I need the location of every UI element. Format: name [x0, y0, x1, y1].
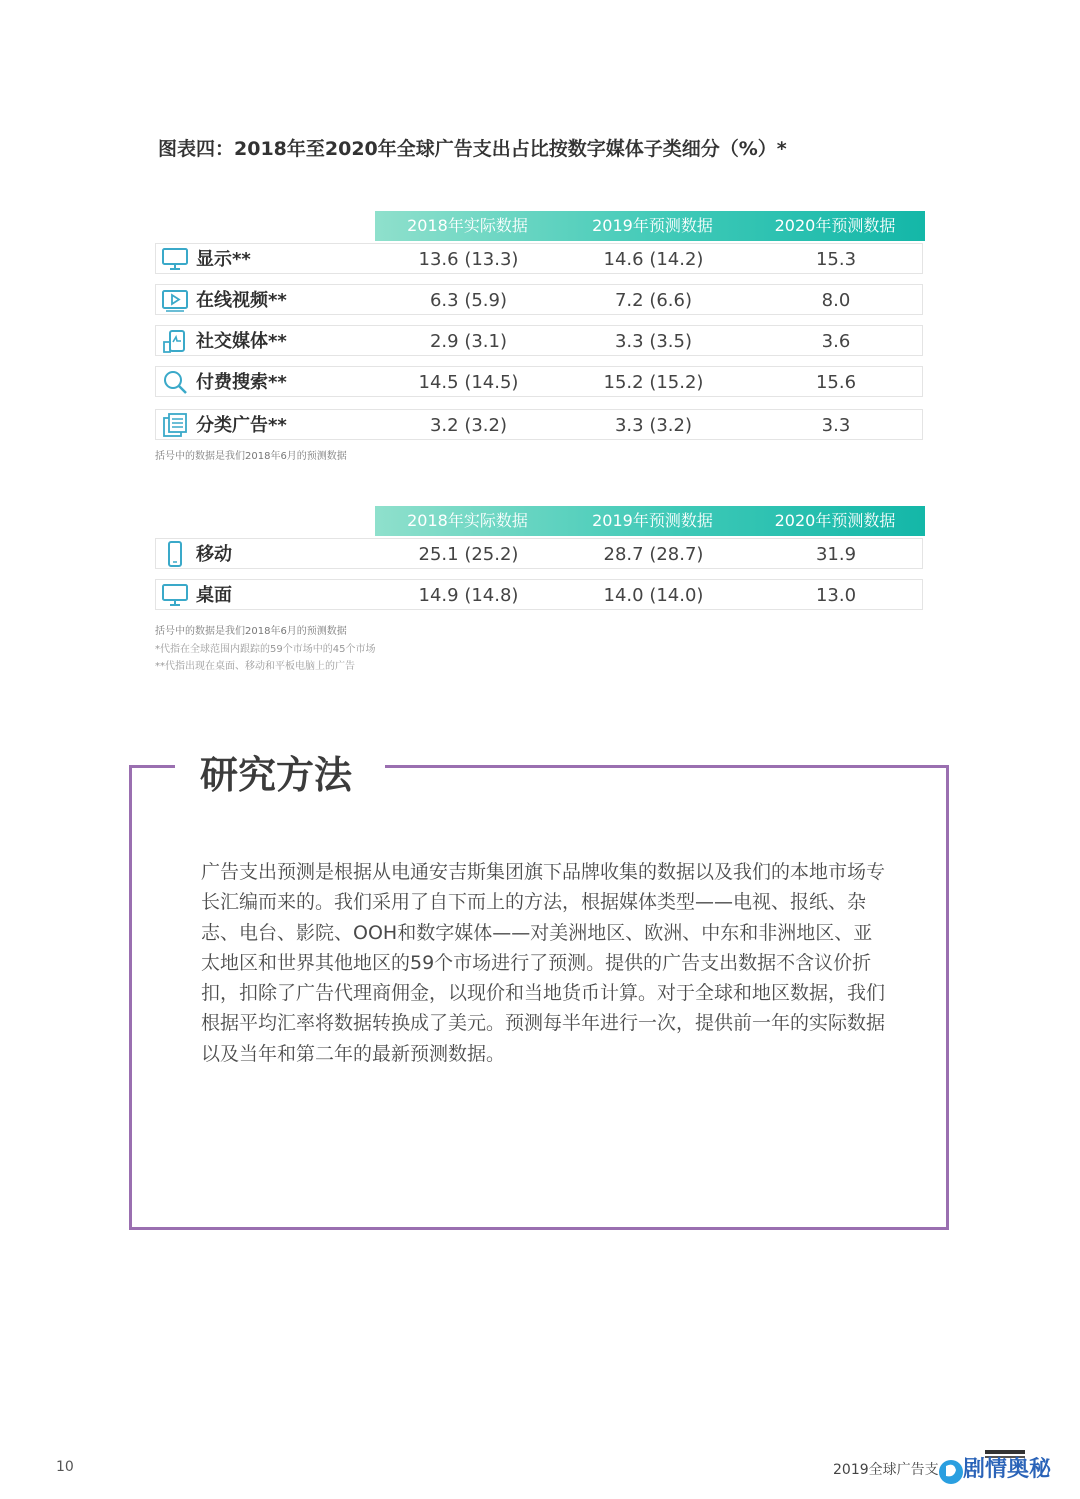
- value-2018: 25.1 (25.2): [418, 544, 519, 565]
- watermark-text: 剧情奥秘: [963, 1457, 1052, 1482]
- table-row-classified: [155, 409, 923, 440]
- page-number: 10: [56, 1459, 74, 1475]
- header-2018: 2018年实际数据: [407, 216, 528, 235]
- row-label: 社交媒体**: [196, 331, 287, 352]
- value-2019: 15.2 (15.2): [603, 372, 704, 393]
- value-2018: 6.3 (5.9): [429, 290, 508, 311]
- monitor-icon: [161, 246, 189, 272]
- research-paragraph: 广告支出预测是根据从电通安吉斯集团旗下品牌收集的数据以及我们的本地市场专长汇编而来的。我们采用了自下而上的方法，根据媒体类型——电视、报纸、杂志、电台、影院、OOH和数字媒体——对美洲地区、欧洲、中东和非洲地区、亚太地区和世界其他地区的59个市场进行了预测。提供的广告支出数据不含议价折扣，扣除了广告代理商佣金，以现价和当地货币计算。对于全球和地区数据，我们根据平均汇率将数据转换成了美元。预测每半年进行一次，提供前一年的实际数据以及当年和第二年的最新预测数据。: [201, 861, 886, 1065]
- table-note: 括号中的数据是我们2018年6月的预测数据: [155, 451, 347, 462]
- value-2018: 13.6 (13.3): [418, 249, 519, 270]
- value-2018: 14.5 (14.5): [418, 372, 519, 393]
- value-2019: 14.0 (14.0): [603, 585, 704, 606]
- footnote-devices: **代指出现在桌面、移动和平板电脑上的广告: [155, 661, 355, 672]
- value-2018: 14.9 (14.8): [418, 585, 519, 606]
- value-2019: 28.7 (28.7): [603, 544, 704, 565]
- table-row-social-media: [155, 325, 923, 356]
- value-2018: 2.9 (3.1): [429, 331, 508, 352]
- row-label: 显示**: [196, 249, 251, 270]
- value-2018: 3.2 (3.2): [429, 415, 508, 436]
- search-icon: [161, 369, 189, 395]
- value-2019: 3.3 (3.2): [614, 415, 693, 436]
- footnote-markets: *代指在全球范围内跟踪的59个市场中的45个市场: [155, 644, 376, 655]
- header-2019: 2019年预测数据: [592, 216, 713, 235]
- mobile-icon: [161, 541, 189, 567]
- header-2020: 2020年预测数据: [774, 511, 896, 530]
- value-2020: 3.3: [821, 415, 851, 436]
- table-row-display: [155, 243, 923, 274]
- value-2020: 15.3: [815, 249, 857, 270]
- desktop-icon: [161, 582, 189, 608]
- figure-title: 图表四：2018年至2020年全球广告支出占比按数字媒体子类细分（%）*: [158, 138, 787, 160]
- value-2020: 31.9: [815, 544, 857, 565]
- value-2019: 7.2 (6.6): [614, 290, 693, 311]
- row-label: 移动: [196, 544, 232, 565]
- row-label: 桌面: [196, 585, 232, 606]
- table-row-paid-search: [155, 366, 923, 397]
- table-row-mobile: [155, 538, 923, 569]
- row-label: 付费搜索**: [196, 372, 287, 393]
- section-title: 研究方法: [200, 753, 353, 797]
- value-2019: 14.6 (14.2): [603, 249, 704, 270]
- value-2019: 3.3 (3.5): [614, 331, 693, 352]
- frame-top-right: [385, 765, 949, 768]
- digital-subcategory-table: [155, 211, 925, 441]
- row-label: 在线视频**: [196, 290, 287, 311]
- row-label: 分类广告**: [196, 415, 287, 436]
- value-2020: 8.0: [821, 290, 851, 311]
- value-2020: 3.6: [821, 331, 851, 352]
- table-row-desktop: [155, 579, 923, 610]
- header-2018: 2018年实际数据: [407, 511, 528, 530]
- value-2020: 13.0: [815, 585, 857, 606]
- table-header: [375, 506, 925, 536]
- device-table: [155, 506, 925, 614]
- table-note: 括号中的数据是我们2018年6月的预测数据: [155, 626, 347, 637]
- social-icon: [161, 328, 189, 354]
- classified-icon: [161, 412, 189, 438]
- video-icon: [161, 287, 189, 313]
- value-2020: 15.6: [815, 372, 857, 393]
- header-2019: 2019年预测数据: [592, 511, 713, 530]
- table-header: [375, 211, 925, 241]
- header-2020: 2020年预测数据: [774, 216, 896, 235]
- footer-title: 2019全球广告支: [833, 1462, 939, 1478]
- table-row-online-video: [155, 284, 923, 315]
- frame-top-left: [129, 765, 175, 768]
